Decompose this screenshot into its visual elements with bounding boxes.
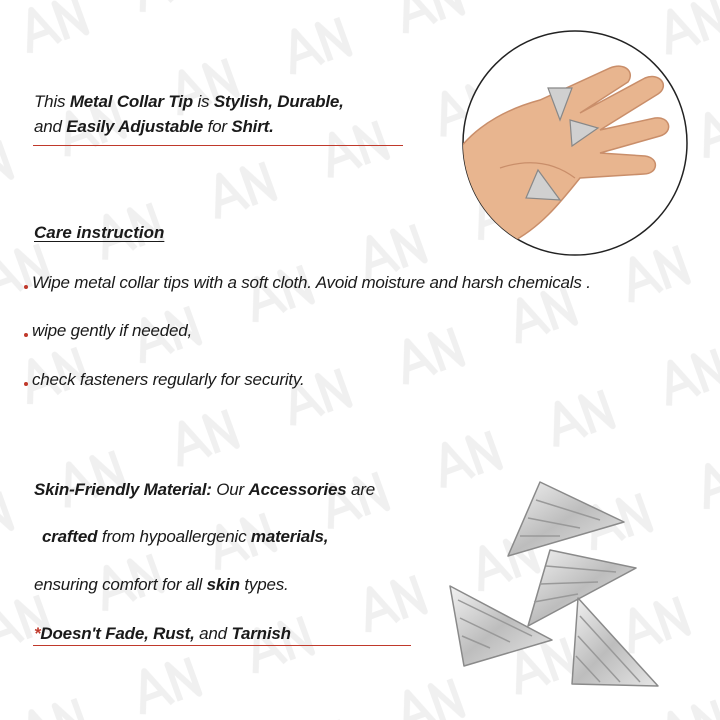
care-item-2: wipe gently if needed,	[32, 321, 193, 340]
care-item-1: Wipe metal collar tips with a soft cloth. Avoid moisture and harsh chemicals .	[32, 273, 591, 292]
collar-tip-4	[572, 598, 658, 686]
bullet-2	[24, 333, 28, 337]
intro-line-2: and Easily Adjustable for Shirt.	[34, 117, 274, 136]
care-item-3: check fasteners regularly for security.	[32, 370, 305, 389]
material-divider	[33, 645, 411, 646]
material-line-1: Skin-Friendly Material: Our Accessories are	[34, 480, 375, 499]
hand-with-collar-tips-photo	[460, 28, 690, 258]
material-line-3: ensuring comfort for all skin types.	[34, 575, 289, 594]
collar-tip-1	[508, 482, 624, 556]
intro-divider	[33, 145, 403, 146]
bullet-3	[24, 382, 28, 386]
material-line-4: *Doesn't Fade, Rust, and Tarnish	[34, 624, 291, 643]
intro-line-1: This Metal Collar Tip is Stylish, Durable,	[34, 92, 344, 111]
collar-tips-product-image	[440, 470, 680, 700]
material-line-2: crafted from hypoallergenic materials,	[42, 527, 329, 546]
bullet-1	[24, 285, 28, 289]
care-heading: Care instruction	[34, 223, 165, 242]
